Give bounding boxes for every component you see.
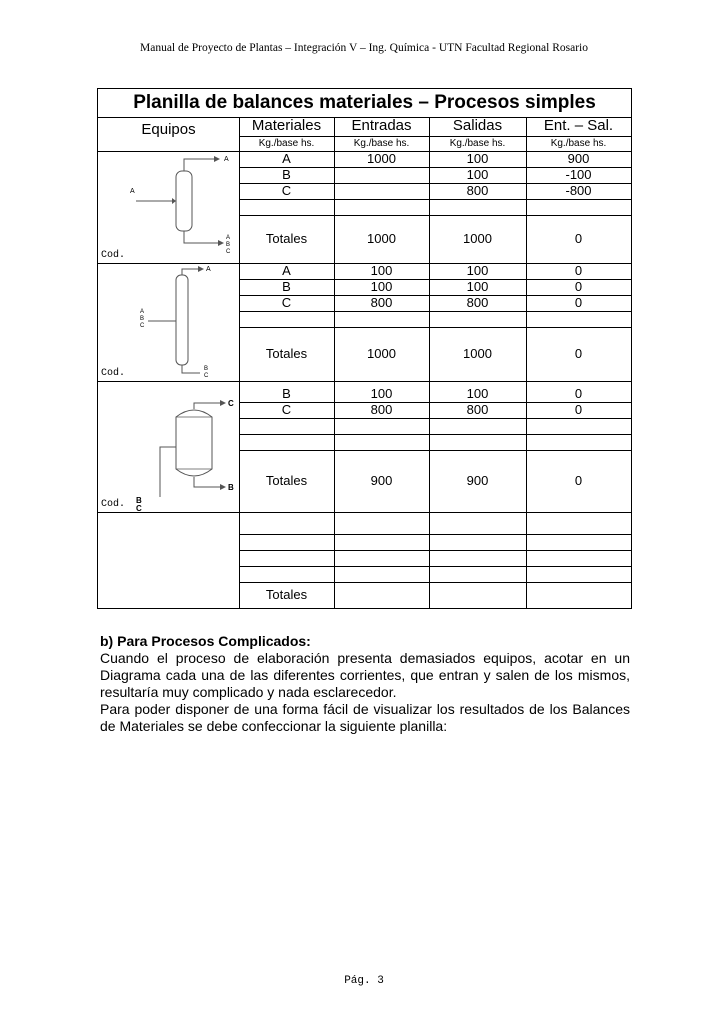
table-cell: 100 bbox=[370, 263, 393, 278]
totals-cell: 1000 bbox=[463, 231, 492, 246]
diagram2-top-label: A bbox=[206, 266, 211, 273]
totals-cell: 0 bbox=[574, 346, 583, 361]
table-cell: 100 bbox=[466, 167, 489, 182]
unit-salidas: Kg./base hs. bbox=[449, 138, 506, 149]
totals-cell: 0 bbox=[574, 473, 583, 488]
totals-cell: 1000 bbox=[367, 231, 396, 246]
table-cell: A bbox=[282, 151, 291, 166]
page-header: Manual de Proyecto de Plantas – Integración V – Ing. Química - UTN Facultad Regional Rosario bbox=[140, 42, 588, 54]
diagram2-left-label-b: B bbox=[140, 316, 145, 322]
row-divider bbox=[239, 327, 631, 328]
totals-cell: 1000 bbox=[367, 346, 396, 361]
totales-label: Totales bbox=[265, 473, 308, 488]
diagram3-top-label: C bbox=[228, 399, 234, 408]
totales-label: Totales bbox=[265, 231, 308, 246]
diagram3-left-label-b: B bbox=[136, 496, 142, 505]
row-divider bbox=[239, 418, 631, 419]
paragraph-2: Para poder disponer de una forma fácil de visualizar los resultados de los Balances de Materiales se debe confeccionar la siguiente planilla: bbox=[100, 701, 630, 734]
diagram1-bottom-label-b: B bbox=[226, 242, 231, 248]
section-heading: b) Para Procesos Complicados: bbox=[100, 633, 311, 649]
diagram2-bottom-label-c: C bbox=[204, 373, 209, 379]
table-title: Planilla de balances materiales – Procesos simples bbox=[133, 92, 596, 113]
page-number: Pág. 3 bbox=[344, 975, 384, 987]
col-ent-sal: Ent. – Sal. bbox=[543, 117, 614, 134]
row-divider bbox=[239, 199, 631, 200]
table-cell: 800 bbox=[466, 295, 489, 310]
totals-cell: 900 bbox=[466, 473, 489, 488]
table-cell: 0 bbox=[574, 386, 583, 401]
balance-table bbox=[97, 88, 632, 609]
table-cell: 0 bbox=[574, 295, 583, 310]
unit-ent-sal: Kg./base hs. bbox=[550, 138, 607, 149]
table-cell: 0 bbox=[574, 279, 583, 294]
diagram1-left-label: A bbox=[130, 188, 135, 195]
table-cell: 0 bbox=[574, 402, 583, 417]
process-diagram-1 bbox=[118, 151, 238, 261]
totals-cell: 900 bbox=[370, 473, 393, 488]
table-cell: B bbox=[282, 279, 291, 294]
totals-cell: 1000 bbox=[463, 346, 492, 361]
table-cell: 800 bbox=[466, 402, 489, 417]
table-cell: 100 bbox=[370, 386, 393, 401]
table-cell: C bbox=[281, 402, 292, 417]
col-entradas: Entradas bbox=[351, 117, 412, 134]
row-divider bbox=[239, 311, 631, 312]
col-salidas: Salidas bbox=[452, 117, 503, 134]
table-cell: 900 bbox=[567, 151, 590, 166]
diagram2-left-label-a: A bbox=[140, 309, 145, 315]
process-diagram-3 bbox=[118, 387, 238, 513]
table-cell: 800 bbox=[370, 402, 393, 417]
table-cell: -100 bbox=[565, 167, 592, 182]
table-cell: C bbox=[281, 183, 292, 198]
table-cell: 1000 bbox=[367, 151, 396, 166]
diagram1-bottom-label-a: A bbox=[226, 235, 231, 241]
cod-label: Cod. bbox=[101, 499, 126, 510]
row-divider bbox=[239, 550, 631, 551]
col-materiales: Materiales bbox=[251, 117, 322, 134]
diagram1-top-label: A bbox=[224, 156, 229, 163]
table-cell: 100 bbox=[466, 151, 489, 166]
cod-label: Cod. bbox=[101, 250, 126, 261]
diagram1-bottom-label-c: C bbox=[226, 249, 231, 255]
table-cell: -800 bbox=[565, 183, 592, 198]
diagram3-bottom-label: B bbox=[228, 483, 234, 492]
unit-entradas: Kg./base hs. bbox=[353, 138, 410, 149]
table-cell: 100 bbox=[466, 263, 489, 278]
table-cell: B bbox=[282, 386, 291, 401]
row-divider bbox=[239, 215, 631, 216]
table-cell: B bbox=[282, 167, 291, 182]
totales-label: Totales bbox=[265, 346, 308, 361]
block-divider bbox=[98, 381, 631, 382]
totales-label: Totales bbox=[265, 587, 308, 602]
unit-materiales: Kg./base hs. bbox=[258, 138, 315, 149]
diagram2-left-label-c: C bbox=[140, 323, 145, 329]
table-cell: 800 bbox=[466, 183, 489, 198]
process-diagram-2 bbox=[118, 261, 238, 381]
cod-label: Cod. bbox=[101, 368, 126, 379]
diagram3-left-label-c: C bbox=[136, 504, 142, 513]
row-divider bbox=[239, 450, 631, 451]
col-equipos: Equipos bbox=[141, 121, 196, 138]
table-cell: 800 bbox=[370, 295, 393, 310]
row-divider bbox=[239, 434, 631, 435]
table-cell: 100 bbox=[370, 279, 393, 294]
row-divider bbox=[239, 582, 631, 583]
table-cell: C bbox=[281, 295, 292, 310]
row-divider bbox=[239, 534, 631, 535]
paragraph-1: Cuando el proceso de elaboración presenta demasiados equipos, acotar en un Diagrama cada una de las diferentes corrientes, que entran y salen de los mismos, resultaría muy complicado y nada esclarecedor. bbox=[100, 650, 630, 700]
row-divider bbox=[239, 566, 631, 567]
table-cell: A bbox=[282, 263, 291, 278]
totals-cell: 0 bbox=[574, 231, 583, 246]
table-cell: 100 bbox=[466, 386, 489, 401]
table-cell: 100 bbox=[466, 279, 489, 294]
table-cell: 0 bbox=[574, 263, 583, 278]
diagram2-bottom-label-b: B bbox=[204, 366, 209, 372]
